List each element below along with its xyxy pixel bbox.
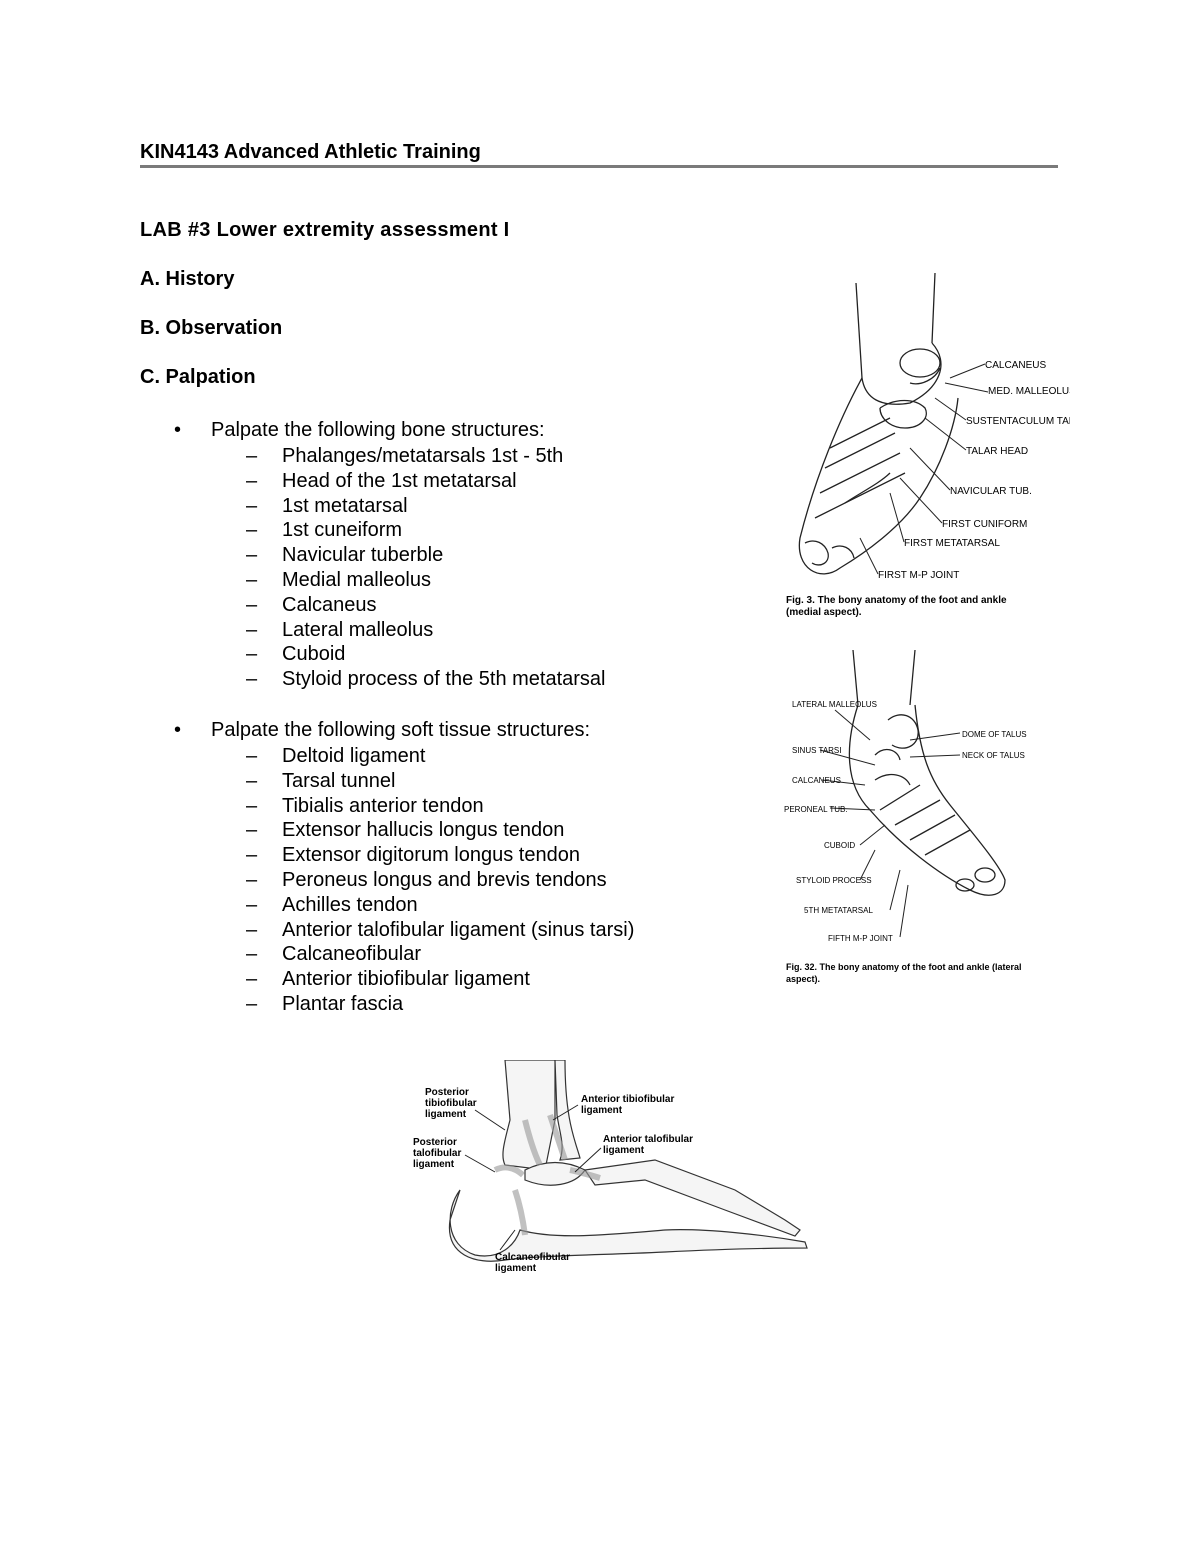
soft-item-text: Extensor hallucis longus tendon: [282, 819, 565, 842]
soft-item: [246, 992, 634, 1017]
dash-marker: –: [246, 745, 258, 767]
bone-item: [246, 568, 606, 593]
bone-item-text: Calcaneus: [282, 593, 377, 616]
soft-item: [246, 794, 634, 819]
dash-marker: –: [246, 519, 258, 542]
ligament-label-calcaneofibular: Calcaneofibular ligament: [495, 1252, 571, 1274]
medial-label-calcaneus: CALCANEUS: [985, 360, 1047, 371]
bone-item: [246, 494, 606, 519]
ligament-label-posterior-talofibular: Posterior talofibular ligament: [413, 1137, 462, 1170]
dash-marker: –: [246, 618, 258, 641]
medial-figure-caption: Fig. 3. The bony anatomy of the foot and ankle (medial aspect).: [786, 595, 1007, 618]
dash-marker: –: [246, 992, 258, 1015]
medial-label-first-cuniform: FIRST CUNIFORM: [942, 519, 1028, 530]
dash-marker: –: [246, 968, 258, 991]
bone-item: [246, 593, 606, 618]
dash-marker: –: [246, 643, 258, 666]
bone-item-text: Medial malleolus: [282, 568, 431, 591]
medial-label-talar-head: TALAR HEAD: [966, 446, 1029, 457]
soft-item-text: Tarsal tunnel: [282, 769, 396, 792]
soft-intro: Palpate the following soft tissue structures:: [211, 719, 591, 741]
soft-tissue-list: [246, 744, 634, 1017]
soft-item-text: Extensor digitorum longus tendon: [282, 844, 580, 867]
course-title: KIN4143 Advanced Athletic Training: [140, 141, 481, 163]
medial-label-first-metatarsal: FIRST METATARSAL: [904, 538, 1000, 549]
lateral-label-cuboid: CUBOID: [824, 841, 856, 850]
dash-marker: –: [246, 819, 258, 842]
ankle-ligaments-drawing: [405, 1060, 815, 1280]
soft-item: [246, 868, 634, 893]
bone-item-text: Cuboid: [282, 643, 346, 666]
ligament-label-posterior-tibiofibular-1: Posterior tibiofibular ligament: [425, 1087, 477, 1120]
dash-marker: –: [246, 494, 258, 517]
soft-item: [246, 769, 634, 794]
dash-marker: –: [246, 445, 258, 467]
bone-item: [246, 444, 606, 469]
section-history: A. History: [140, 268, 235, 290]
soft-item: [246, 893, 634, 918]
ligament-label-anterior-tibiofibular: Anterior tibiofibular ligament: [581, 1094, 675, 1116]
medial-label-first-mp-joint: FIRST M-P JOINT: [878, 570, 960, 581]
bone-item-text: Lateral malleolus: [282, 618, 434, 641]
lateral-label-sinus-tarsi: SINUS TARSI: [792, 746, 842, 755]
lateral-label-fifth-mp-joint: FIFTH M-P JOINT: [828, 934, 893, 943]
dash-marker: –: [246, 943, 258, 966]
lateral-label-calcaneus: CALCANEUS: [792, 776, 841, 785]
bone-item: [246, 667, 606, 692]
medial-foot-drawing: [770, 268, 1070, 588]
lateral-foot-drawing: [780, 645, 1070, 950]
dash-marker: –: [246, 868, 258, 891]
lab-title: LAB #3 Lower extremity assessment I: [140, 219, 510, 241]
soft-item-text: Anterior tibiofibular ligament: [282, 968, 530, 991]
ligament-label-anterior-talofibular: Anterior talofibular ligament: [603, 1134, 694, 1156]
dash-marker: –: [246, 593, 258, 616]
bone-item: [246, 518, 606, 543]
lateral-label-lateral-malleolus: LATERAL MALLEOLUS: [792, 700, 877, 709]
lateral-label-dome-of-talus: DOME OF TALUS: [962, 730, 1027, 739]
bullet-bone: •: [174, 419, 182, 441]
soft-item-text: Achilles tendon: [282, 893, 418, 916]
dash-marker: –: [246, 469, 258, 492]
dash-marker: –: [246, 568, 258, 591]
ankle-ligaments-figure: [405, 1060, 815, 1280]
lateral-label-peroneal-tub: PERONEAL TUB.: [784, 805, 848, 814]
soft-item: [246, 918, 634, 943]
dash-marker: –: [246, 544, 258, 567]
bullet-soft: •: [174, 719, 182, 741]
dash-marker: –: [246, 893, 258, 916]
dash-marker: –: [246, 844, 258, 867]
soft-item: [246, 967, 634, 992]
header-rule: [140, 165, 1058, 168]
bone-item: [246, 543, 606, 568]
soft-item-text: Anterior talofibular ligament (sinus tarsi): [282, 918, 635, 941]
lateral-label-styloid-process: STYLOID PROCESS: [796, 876, 872, 885]
soft-item-text: Peroneus longus and brevis tendons: [282, 868, 607, 891]
soft-item: [246, 843, 634, 868]
soft-item-text: Tibialis anterior tendon: [282, 794, 484, 817]
bone-item-text: Phalanges/metatarsals 1st - 5th: [282, 445, 564, 467]
soft-item: [246, 942, 634, 967]
bone-item: [246, 618, 606, 643]
bone-item-text: Head of the 1st metatarsal: [282, 469, 517, 492]
dash-marker: –: [246, 918, 258, 941]
bone-item: [246, 642, 606, 667]
bone-list: [246, 444, 606, 692]
bone-item-text: 1st cuneiform: [282, 519, 403, 542]
bone-item-text: Navicular tuberble: [282, 544, 444, 567]
medial-label-med-malleolus: MED. MALLEOLUS: [988, 386, 1070, 397]
soft-item-text: Calcaneofibular: [282, 943, 421, 966]
section-observation: B. Observation: [140, 317, 283, 339]
medial-label-navicular: NAVICULAR TUB.: [950, 486, 1032, 497]
lateral-label-5th-metatarsal: 5TH METATARSAL: [804, 906, 873, 915]
lateral-figure-caption: Fig. 32. The bony anatomy of the foot and ankle (lateral aspect).: [786, 962, 1022, 984]
bone-item: [246, 469, 606, 494]
dash-marker: –: [246, 794, 258, 817]
soft-item: [246, 744, 634, 769]
soft-item-text: Plantar fascia: [282, 992, 404, 1015]
bone-item-text: Styloid process of the 5th metatarsal: [282, 668, 606, 691]
lateral-foot-figure: [780, 645, 1070, 950]
medial-label-sustentaculum: SUSTENTACULUM TALI: [966, 416, 1070, 427]
bone-intro: Palpate the following bone structures:: [211, 419, 545, 441]
medial-foot-figure: [770, 268, 1070, 588]
section-palpation: C. Palpation: [140, 366, 256, 388]
soft-item-text: Deltoid ligament: [282, 745, 426, 767]
dash-marker: –: [246, 668, 258, 691]
lateral-label-neck-of-talus: NECK OF TALUS: [962, 751, 1025, 760]
soft-item: [246, 818, 634, 843]
bone-item-text: 1st metatarsal: [282, 494, 408, 517]
dash-marker: –: [246, 769, 258, 792]
